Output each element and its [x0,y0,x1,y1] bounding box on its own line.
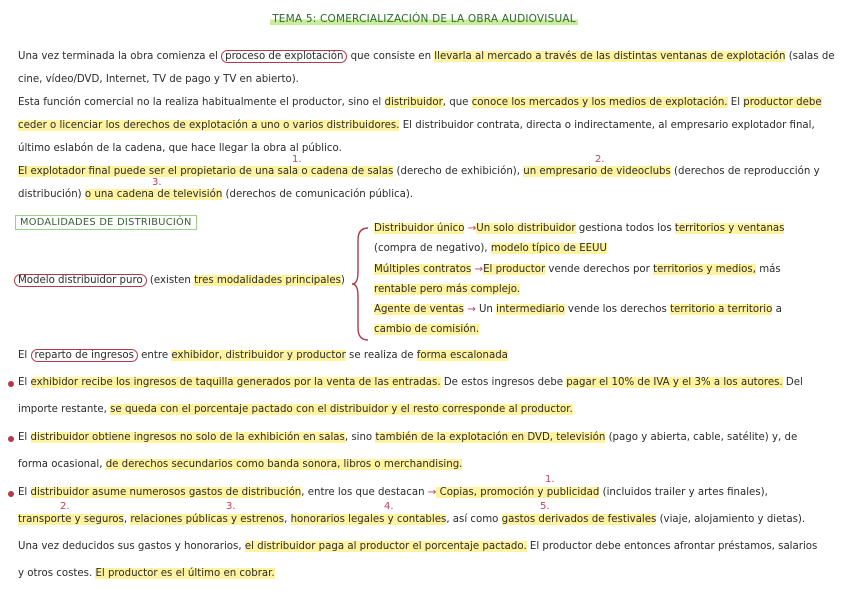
modality-2-line1: Múltiples contratos →El productor vende derechos por territorios y medios, más [374,264,781,275]
bullet-exhibidor-line2: importe restante, se queda con el porcentaje pactado con el distribuidor y el resto corresponde al productor. [18,404,573,415]
curly-brace [352,226,372,342]
paragraph-function-line1: Esta función comercial no la realiza habitualmente el productor, sino el distribuidor, que conoce los mercados y los medios de explotación. El productor debe [18,97,822,108]
bullet-dot [8,491,14,497]
annotation-number: 1. [545,474,555,485]
modality-2-line2: rentable pero más complejo. [374,284,521,295]
arrow-icon: → [467,223,477,234]
modality-3-line1: Agente de ventas → Un intermediario vende los derechos territorio a territorio a [374,304,782,315]
bullet-dot [8,436,14,442]
modelo-distribuidor-line: Modelo distribuidor puro (existen tres modalidades principales) [14,275,345,286]
arrow-icon: → [474,264,484,275]
circled-term: Modelo distribuidor puro [14,274,147,287]
bullet-exhibidor-line1: El exhibidor recibe los ingresos de taquilla generados por la venta de las entradas. De estos ingresos debe pagar el 10% de IVA y el 3% a los autores. Del [18,377,803,388]
annotation-number: 4. [384,501,394,512]
paragraph-function-line3: último eslabón de la cadena, que hace llegar la obra al público. [18,143,342,154]
bullet-distribuidor-line1: El distribuidor obtiene ingresos no solo de la exhibición en salas, sino también de la explotación en DVD, televisión (pago y abierta, cable, satélite) y, de [18,432,798,443]
annotation-number: 3. [226,501,236,512]
final-paragraph-line1: Una vez deducidos sus gastos y honorarios, el distribuidor paga al productor el porcentaje pactado. El productor debe entonces afrontar préstamos, salarios [18,541,818,552]
bullet-gastos-line1: El distribuidor asume numerosos gastos de distribución, entre los que destacan → Copias, promoción y publicidad (incluidos trailer y artes finales), [18,487,768,498]
annotation-number: 3. [152,177,162,188]
paragraph-function-line2: ceder o licenciar los derechos de explotación a uno o varios distribuidores. El distribuidor contrata, directa o indirectamente, al empresario explotador final, [18,120,815,131]
modality-1-line2: (compra de negativo), modelo típico de EEUU [374,243,607,254]
paragraph-intro-line1: Una vez terminada la obra comienza el proceso de explotación que consiste en llevarla al mercado a través de las distintas ventanas de explotación (salas de [18,51,835,62]
annotation-number: 5. [540,501,550,512]
page-title: TEMA 5: COMERCIALIZACIÓN DE LA OBRA AUDIOVISUAL [272,13,576,25]
modality-3-line2: cambio de comisión. [374,324,480,335]
annotation-number: 1. [292,154,302,165]
arrow-icon: → [467,304,476,315]
final-paragraph-line2: y otros costes. El productor es el último en cobrar. [18,568,275,579]
modality-1-line1: Distribuidor único →Un solo distribuidor gestiona todos los territorios y ventanas [374,223,785,234]
annotation-number: 2. [595,154,605,165]
bullet-distribuidor-line2: forma ocasional, de derechos secundarios como banda sonora, libros o merchandising. [18,459,463,470]
annotation-number: 2. [60,501,70,512]
circled-term: proceso de explotación [221,50,347,63]
paragraph-intro-line2: cine, vídeo/DVD, Internet, TV de pago y TV en abierto). [18,74,299,85]
arrow-icon: → [427,487,437,498]
bullet-gastos-line2: transporte y seguros, relaciones públicas y estrenos, honorarios legales y contables, así como gastos derivados de festivales (viaje, alojamiento y dietas). [18,514,806,525]
section-heading: MODALIDADES DE DISTRIBUCIÓN [15,215,197,230]
paragraph-explotador-line1: El explotador final puede ser el propietario de una sala o cadena de salas (derecho de exhibición), un empresario de videoclubs (derechos de reproducción y [18,166,820,177]
paragraph-explotador-line2: distribución) o una cadena de televisión (derechos de comunicación pública). [18,189,414,200]
reparto-line: El reparto de ingresos entre exhibidor, distribuidor y productor se realiza de forma escalonada [18,350,508,361]
circled-term: reparto de ingresos [31,349,138,362]
bullet-dot [8,381,14,387]
